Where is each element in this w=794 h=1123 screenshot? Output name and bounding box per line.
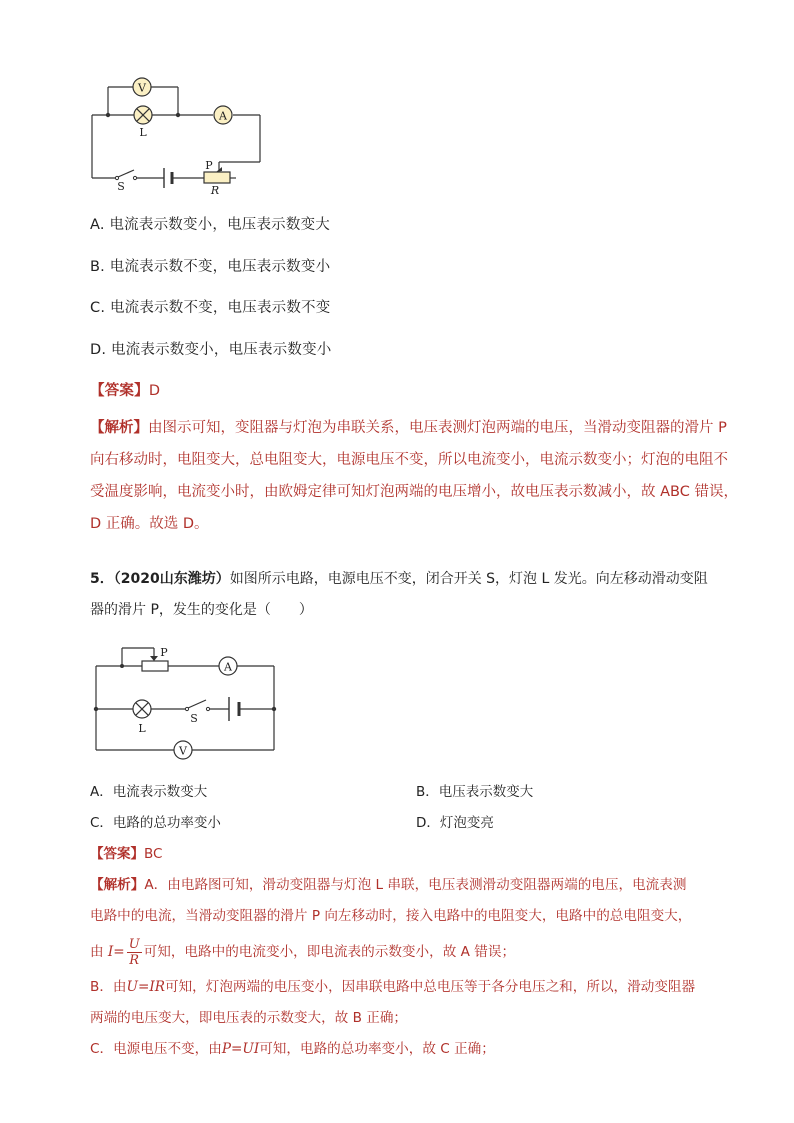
ammeter-icon <box>219 657 237 675</box>
lamp-icon <box>133 700 151 718</box>
svg-text:A: A <box>224 660 232 674</box>
formula-current: I= <box>107 944 125 960</box>
q5-option-c: C．电路的总功率变小 <box>90 815 221 831</box>
q4-option-b: B. 电流表示数不变，电压表示数变小 <box>90 259 331 275</box>
lamp-icon <box>134 106 152 124</box>
label-r: R <box>210 184 220 197</box>
label-l: L <box>138 722 146 735</box>
q4-answer <box>90 379 160 400</box>
q5-stem <box>90 564 708 626</box>
label-s: S <box>190 712 198 725</box>
answer-label: 【答案】 <box>90 383 149 399</box>
analysis-line: 两端的电压变大，即电压表的示数变大，故 B 正确； <box>90 1010 408 1026</box>
analysis-label: 【解析】 <box>90 877 145 893</box>
svg-text:V: V <box>138 81 146 95</box>
analysis-line: 向右移动时，电阻变大，总电阻变大，电源电压不变，所以电流变小，电流示数变小；灯泡的电阻不 <box>90 452 728 468</box>
stem-line-1: 如图所示电路，电源电压不变，闭合开关 S，灯泡 L 发光。向左移动滑动变阻 <box>229 571 708 587</box>
analysis-line: D 正确。故选 D。 <box>90 516 209 532</box>
analysis-line: B．由U=IR可知，灯泡两端的电压变小，因串联电路中总电压等于各分电压之和，所以，滑动变阻器 <box>90 979 696 995</box>
question-source: （2020山东潍坊） <box>113 571 230 587</box>
label-l: L <box>139 126 147 139</box>
svg-text:A: A <box>219 109 227 123</box>
formula-power: P=UI <box>221 1041 260 1057</box>
q5-option-a: A．电流表示数变大 <box>90 784 208 800</box>
q4-option-a: A. 电流表示数变小，电压表示数变大 <box>90 217 330 233</box>
label-p: P <box>205 159 213 172</box>
svg-text:V: V <box>179 744 187 758</box>
analysis-line: A．由电路图可知，滑动变阻器与灯泡 L 串联，电压表测滑动变阻器两端的电压，电流表测 <box>144 877 687 893</box>
q5-analysis <box>90 870 695 1065</box>
formula-voltage: U=IR <box>126 979 165 995</box>
q5-answer <box>90 842 162 862</box>
q4-option-d: D. 电流表示数变小，电压表示数变小 <box>90 342 332 358</box>
circuit-diagram-1 <box>86 70 276 200</box>
answer-value: D <box>148 383 161 399</box>
analysis-line: 电路中的电流，当滑动变阻器的滑片 P 向左移动时，接入电路中的电阻变大，电路中的总电阻变大， <box>90 908 692 924</box>
q5-option-b: B．电压表示数变大 <box>416 784 534 800</box>
circuit-diagram-2 <box>88 640 288 765</box>
analysis-line: 受温度影响，电流变小时，由欧姆定律可知灯泡两端的电压增小，故电压表示数减小，故 ABC 错误， <box>90 484 738 500</box>
q4-option-c: C. 电流表示数不变，电压表示数不变 <box>90 300 331 316</box>
voltmeter-icon <box>133 78 151 96</box>
q4-analysis <box>90 412 738 540</box>
answer-label: 【答案】 <box>90 846 144 862</box>
analysis-line: 由图示可知，变阻器与灯泡为串联关系，电压表测灯泡两端的电压，当滑动变阻器的滑片 P <box>148 420 727 436</box>
analysis-line: 由 I= $\frac{U}{R}$ 可知，电路中的电流变小，即电流表的示数变小，故 A 错误； <box>90 936 516 968</box>
fraction-u-over-r: $\frac{U}{R}$ <box>128 936 140 968</box>
label-s: S <box>117 180 125 193</box>
ammeter-icon <box>214 106 232 124</box>
label-p: P <box>160 646 168 659</box>
q5-option-d: D．灯泡变亮 <box>416 815 494 831</box>
answer-value: BC <box>144 846 163 862</box>
voltmeter-icon <box>174 741 192 759</box>
stem-line-2: 器的滑片 P，发生的变化是（ ） <box>90 602 313 618</box>
analysis-line: C．电源电压不变，由P=UI可知，电路的总功率变小，故 C 正确； <box>90 1041 495 1057</box>
analysis-label: 【解析】 <box>90 420 148 436</box>
question-number: 5． <box>90 571 114 587</box>
